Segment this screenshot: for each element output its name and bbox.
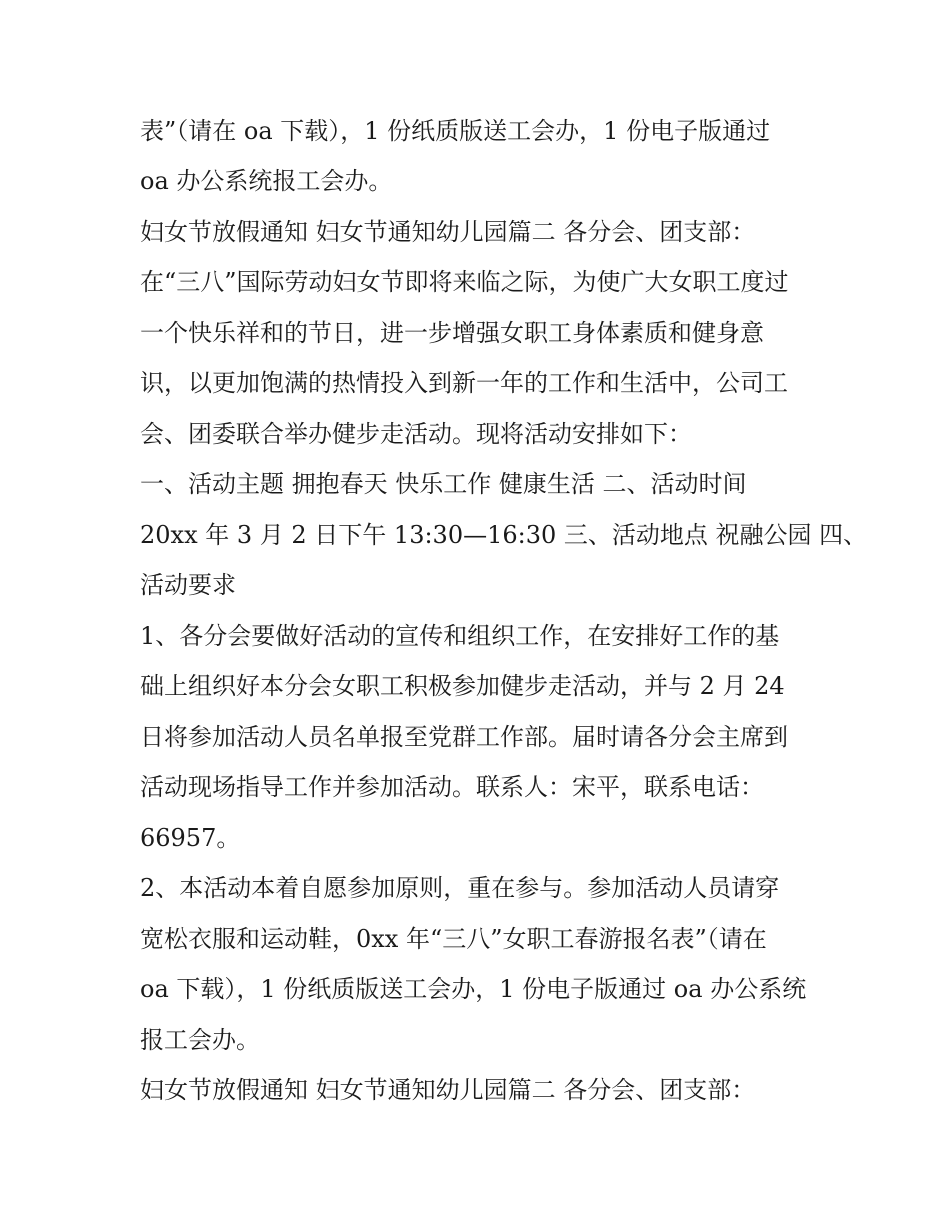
text-line: 一、活动主题 拥抱春天 快乐工作 健康生活 二、活动时间 — [140, 470, 747, 498]
text-line: 宽松衣服和运动鞋，0xx 年“三八”女职工春游报名表”（请在 — [140, 925, 767, 953]
text-line: oa 办公系统报工会办。 — [140, 167, 393, 195]
text-line: 础上组织好本分会女职工积极参加健步走活动，并与 2 月 24 — [140, 672, 785, 700]
text-line: 活动要求 — [140, 571, 236, 599]
text-line: 识，以更加饱满的热情投入到新一年的工作和生活中，公司工 — [140, 369, 788, 397]
text-line: 20xx 年 3 月 2 日下午 13:30—16:30 三、活动地点 祝融公园 四、 — [140, 521, 868, 549]
text-line: 日将参加活动人员名单报至党群工作部。届时请各分会主席到 — [140, 723, 788, 751]
text-line: 在“三八”国际劳动妇女节即将来临之际，为使广大女职工度过 — [140, 268, 789, 296]
text-line: 会、团委联合举办健步走活动。现将活动安排如下： — [140, 420, 692, 448]
text-line: 妇女节放假通知 妇女节通知幼儿园篇二 各分会、团支部： — [140, 1076, 756, 1104]
text-line: oa 下载），1 份纸质版送工会办，1 份电子版通过 oa 办公系统 — [140, 975, 807, 1003]
text-line: 活动现场指导工作并参加活动。联系人：宋平，联系电话： — [140, 773, 764, 801]
text-line: 1、各分会要做好活动的宣传和组织工作，在安排好工作的基 — [140, 622, 780, 650]
text-line: 2、本活动本着自愿参加原则，重在参与。参加活动人员请穿 — [140, 874, 780, 902]
text-line: 表”（请在 oa 下载），1 份纸质版送工会办，1 份电子版通过 — [140, 117, 771, 145]
text-line: 一个快乐祥和的节日，进一步增强女职工身体素质和健身意 — [140, 319, 764, 347]
text-line: 报工会办。 — [140, 1026, 260, 1054]
text-line: 66957。 — [140, 824, 241, 852]
text-line: 妇女节放假通知 妇女节通知幼儿园篇二 各分会、团支部： — [140, 218, 756, 246]
